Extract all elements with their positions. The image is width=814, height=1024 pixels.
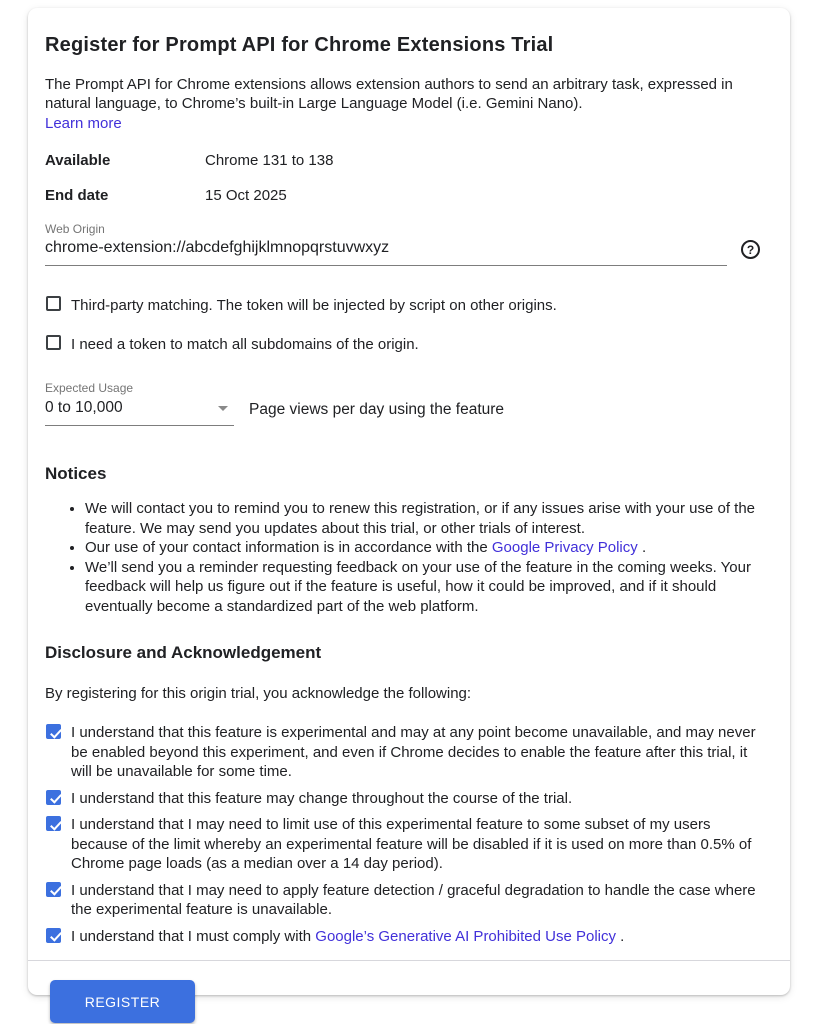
- acknowledgement-checkbox[interactable]: [46, 816, 61, 831]
- notices-heading: Notices: [45, 464, 107, 483]
- page-title: Register for Prompt API for Chrome Extensions Trial: [45, 34, 554, 56]
- acknowledgement-checkbox[interactable]: [46, 882, 61, 897]
- acknowledgement-checkbox[interactable]: [46, 724, 61, 739]
- expected-usage-select[interactable]: [45, 381, 234, 426]
- register-button[interactable]: REGISTER: [50, 980, 195, 1023]
- detail-label: End date: [45, 187, 109, 204]
- notices-list: [45, 499, 760, 616]
- acknowledgement-item: I understand that I must comply with Google’s Generative AI Prohibited Use Policy .: [45, 927, 760, 947]
- trial-details: [45, 152, 760, 205]
- web-origin-label: Web Origin: [45, 222, 105, 236]
- expected-usage-block: [45, 381, 760, 426]
- acknowledgement-checkbox[interactable]: [46, 928, 61, 943]
- notice-item: • Our use of your contact information is in accordance with the Google Privacy Policy .: [85, 538, 760, 558]
- web-origin-input[interactable]: [45, 236, 727, 266]
- disclosure-heading: Disclosure and Acknowledgement: [45, 643, 322, 662]
- acknowledgement-item: I understand that this feature may change throughout the course of the trial.: [45, 789, 760, 809]
- dropdown-arrow-icon: [218, 406, 228, 411]
- expected-usage-value: 0 to 10,000: [45, 399, 123, 416]
- option-checkbox[interactable]: [46, 335, 61, 350]
- expected-usage-hint: Page views per day using the feature: [249, 401, 505, 418]
- option-row: [45, 295, 760, 315]
- card-footer: [28, 961, 790, 1023]
- expected-usage-label: Expected Usage: [45, 381, 134, 395]
- acknowledgement-item: I understand that I may need to apply feature detection / graceful degradation to handle the case where the experimental feature is unavailable.: [45, 881, 760, 920]
- token-options: [45, 295, 760, 354]
- help-icon[interactable]: ?: [741, 240, 760, 259]
- notice-item: • We’ll send you a reminder requesting feedback on your use of the feature in the coming weeks. Your feedback will help us figure out if the feature is useful, how it could be improved, and if it should eventually become a standardized part of the web platform.: [85, 558, 760, 617]
- detail-row: [45, 152, 760, 170]
- option-row: [45, 334, 760, 354]
- disclosure-intro: By registering for this origin trial, you acknowledge the following:: [45, 685, 472, 702]
- inline-link[interactable]: Google’s Generative AI Prohibited Use Policy: [315, 927, 616, 945]
- notice-item: • We will contact you to remind you to renew this registration, or if any issues arise with your use of the feature. We may send you updates about this trial, or other trials of interest.: [85, 499, 760, 538]
- option-label: Third-party matching. The token will be injected by script on other origins.: [71, 297, 557, 314]
- acknowledgement-item: I understand that I may need to limit use of this experimental feature to some subset of my users because of the limit whereby an experimental feature will be disabled if it is used on more than 0.5% of Chrome page loads (as a median over a 14 day period).: [45, 815, 760, 874]
- acknowledgement-item: I understand that this feature is experimental and may at any point become unavailable, and may never be enabled beyond this experiment, and even if Chrome decides to enable the feature after this trial, it will be unavailable for some time.: [45, 723, 760, 782]
- acknowledgement-list: [45, 723, 760, 946]
- detail-row: [45, 187, 760, 205]
- detail-value: Chrome 131 to 138: [205, 152, 334, 169]
- learn-more-link[interactable]: Learn more: [45, 115, 122, 132]
- option-label: I need a token to match all subdomains of the origin.: [71, 336, 419, 353]
- trial-description: The Prompt API for Chrome extensions allows extension authors to send an arbitrary task, expressed in natural language, to Chrome’s built-in Large Language Model (i.e. Gemini Nano).: [45, 76, 733, 112]
- detail-label: Available: [45, 152, 111, 169]
- inline-link[interactable]: Google Privacy Policy: [491, 539, 638, 556]
- registration-card: [28, 8, 790, 1010]
- detail-value: 15 Oct 2025: [205, 187, 287, 204]
- option-checkbox[interactable]: [46, 296, 61, 311]
- web-origin-field: [45, 222, 760, 266]
- acknowledgement-checkbox[interactable]: [46, 790, 61, 805]
